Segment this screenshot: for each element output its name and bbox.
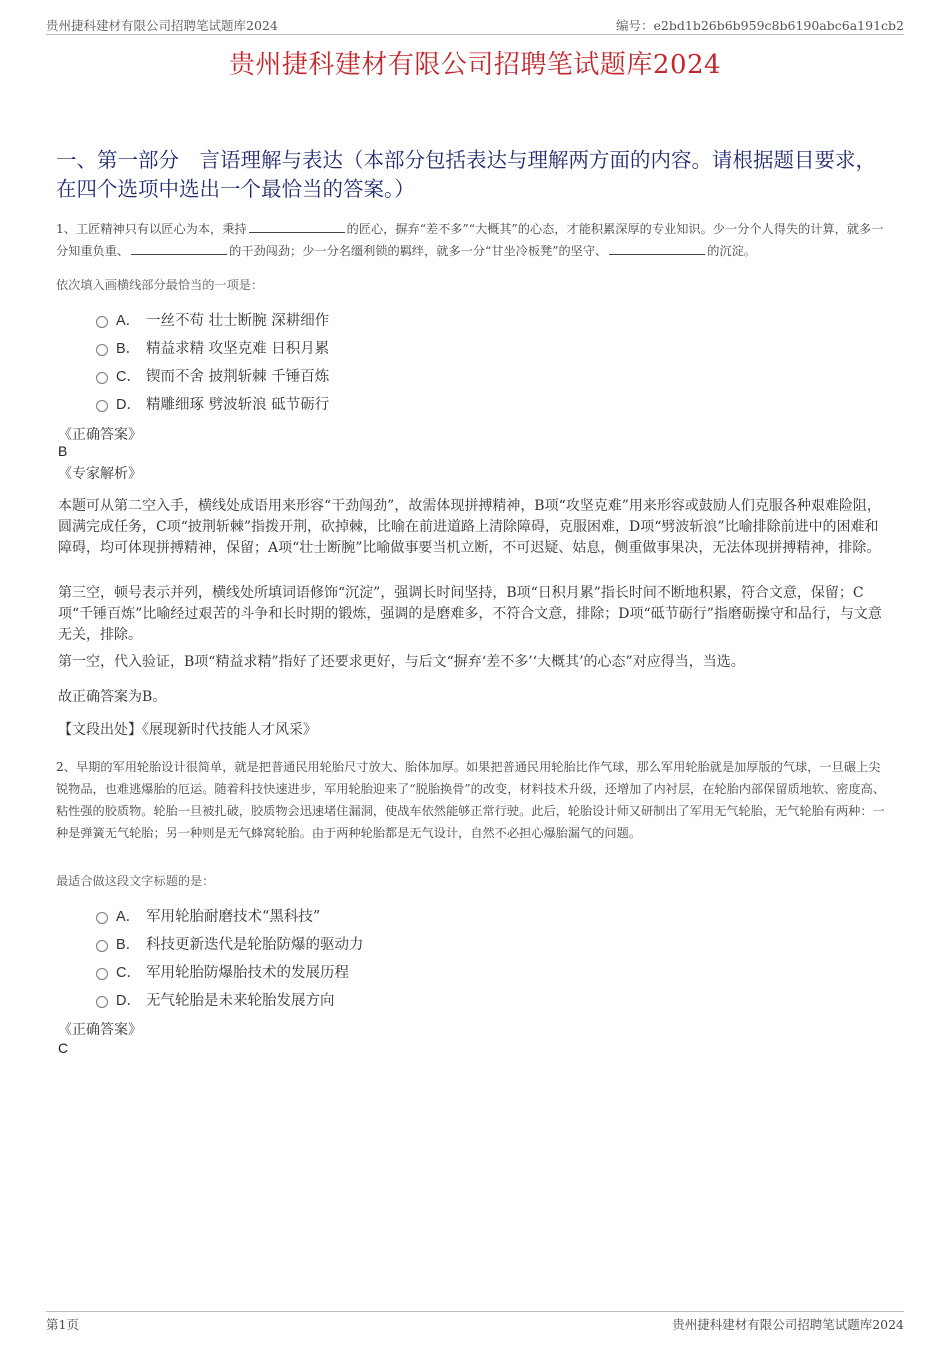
question-2-prompt: 最适合做这段文字标题的是： (56, 874, 215, 888)
header-document-id: 编号：e2bd1b26b6b959c8b6190abc6a191cb2 (616, 18, 904, 33)
radio-button-icon[interactable] (96, 400, 108, 412)
option-letter: C． (116, 368, 141, 385)
question-1-answer: B (58, 443, 68, 459)
question-2-option-b[interactable] (96, 932, 364, 954)
section-heading: 一、第一部分 言语理解与表达（本部分包括表达与理解两方面的内容。请根据题目要求，在四个选项中选出一个最恰当的答案。） (56, 148, 876, 201)
option-letter: B． (116, 936, 141, 953)
question-1-answer-label: 《正确答案》 (58, 427, 142, 443)
option-letter: B． (116, 340, 141, 357)
option-text: 精雕细琢 劈波斩浪 砥节砺行 (146, 396, 330, 413)
analysis-paragraph: 本题可从第二空入手，横线处成语用来形容“干劲闯劲”，故需体现拼搏精神，B项“攻坚克难”用来形容或鼓励人们克服各种艰难险阻，圆满完成任务，C项“披荆斩棘”指拨开荆，砍掉棘，比喻在前进道路上清除障碍，克服困难，D项“劈波斩浪”比喻排除前进中的困难和障碍，均可体现拼搏精神，保留；A项“壮士断腕”比喻做事要当机立断，不可迟疑、姑息，侧重做事果决，无法体现拼搏精神，排除。 (58, 498, 881, 556)
footer-title: 贵州捷科建材有限公司招聘笔试题库2024 (672, 1317, 904, 1332)
option-text: 锲而不舍 披荆斩棘 千锤百炼 (146, 368, 330, 385)
page-number: 第1页 (46, 1317, 79, 1332)
question-1-option-b[interactable] (96, 336, 329, 358)
question-1-prompt: 依次填入画横线部分最恰当的一项是： (56, 278, 264, 292)
option-letter: C． (116, 964, 141, 981)
stem-text: 的干劲闯劲；少一分名缰利锁的羁绊，就多一分“甘坐冷板凳”的坚守、 (229, 244, 608, 258)
option-text: 无气轮胎是未来轮胎发展方向 (146, 992, 335, 1009)
option-text: 一丝不苟 壮士断腕 深耕细作 (146, 312, 330, 329)
stem-text: 的匠心，摒弃“差不多”“大概其”的心态，才能积累深厚的专业知识。少一分个人得失的计算，就多一分知重负重、 (56, 222, 884, 258)
option-text: 精益求精 攻坚克难 日积月累 (146, 340, 330, 357)
stem-text: 1、工匠精神只有以匠心为本，秉持 (56, 222, 247, 236)
analysis-paragraph: 第一空，代入验证，B项“精益求精”指好了还要求更好，与后文“摒弃‘差不多’‘大概其’的心态”对应得当，当选。 (58, 654, 745, 670)
option-text: 科技更新迭代是轮胎防爆的驱动力 (146, 936, 364, 953)
option-letter: A． (116, 908, 141, 925)
option-text: 军用轮胎耐磨技术“黑科技” (146, 908, 321, 925)
page-header (46, 14, 904, 35)
fill-blank (249, 221, 345, 233)
option-text: 军用轮胎防爆胎技术的发展历程 (146, 964, 349, 981)
question-2-stem: 2、早期的军用轮胎设计很简单，就是把普通民用轮胎尺寸放大、胎体加厚。如果把普通民用轮胎比作气球，那么军用轮胎就是加厚版的气球，一旦碾上尖锐物品，也难逃爆胎的厄运。随着科技快速进步，军用轮胎迎来了“脱胎换骨”的改变，材料技术升级，还增加了内衬层，在轮胎内部保留质地软、密度高、粘性强的胶质物。轮胎一旦被扎破，胶质物会迅速堵住漏洞，使战车依然能够正常行驶。此后，轮胎设计师又研制出了军用无气轮胎，无气轮胎有两种：一种是弹簧无气轮胎；另一种则是无气蜂窝轮胎。由于两种轮胎都是无气设计，自然不必担心爆胎漏气的问题。 (56, 760, 886, 840)
question-2-answer: C (58, 1040, 69, 1056)
option-letter: D． (116, 992, 141, 1009)
analysis-paragraph: 第三空，顿号表示并列，横线处所填词语修饰“沉淀”，强调长时间坚持，B项“日积月累”指长时间不断地积累，符合文意，保留；C项“千锤百炼”比喻经过艰苦的斗争和长时期的锻炼，强调的是磨难多，不符合文意，排除；D项“砥节砺行”指磨砺操守和品行，与文意无关，排除。 (58, 585, 882, 643)
option-letter: D． (116, 396, 141, 413)
question-2-answer-label: 《正确答案》 (58, 1022, 142, 1038)
question-1-analysis-label: 《专家解析》 (58, 466, 142, 482)
radio-button-icon[interactable] (96, 940, 108, 952)
radio-button-icon[interactable] (96, 912, 108, 924)
radio-button-icon[interactable] (96, 968, 108, 980)
header-left-title: 贵州捷科建材有限公司招聘笔试题库2024 (46, 18, 278, 33)
question-2-option-c[interactable] (96, 960, 349, 982)
radio-button-icon[interactable] (96, 344, 108, 356)
analysis-source: 【文段出处】《展现新时代技能人才风采》 (58, 722, 317, 738)
question-1-option-c[interactable] (96, 364, 329, 386)
fill-blank (131, 243, 227, 255)
radio-button-icon[interactable] (96, 996, 108, 1008)
radio-button-icon[interactable] (96, 316, 108, 328)
stem-text: 的沉淀。 (707, 244, 756, 258)
radio-button-icon[interactable] (96, 372, 108, 384)
fill-blank (609, 243, 705, 255)
page-footer (46, 1311, 904, 1332)
question-2-option-a[interactable] (96, 904, 320, 926)
question-1-option-a[interactable] (96, 308, 329, 330)
option-letter: A． (116, 312, 141, 329)
question-1-option-d[interactable] (96, 392, 329, 414)
question-2-option-d[interactable] (96, 988, 335, 1010)
analysis-paragraph: 故正确答案为B。 (58, 689, 167, 705)
question-1-stem (56, 218, 892, 262)
document-title: 贵州捷科建材有限公司招聘笔试题库2024 (228, 50, 722, 80)
